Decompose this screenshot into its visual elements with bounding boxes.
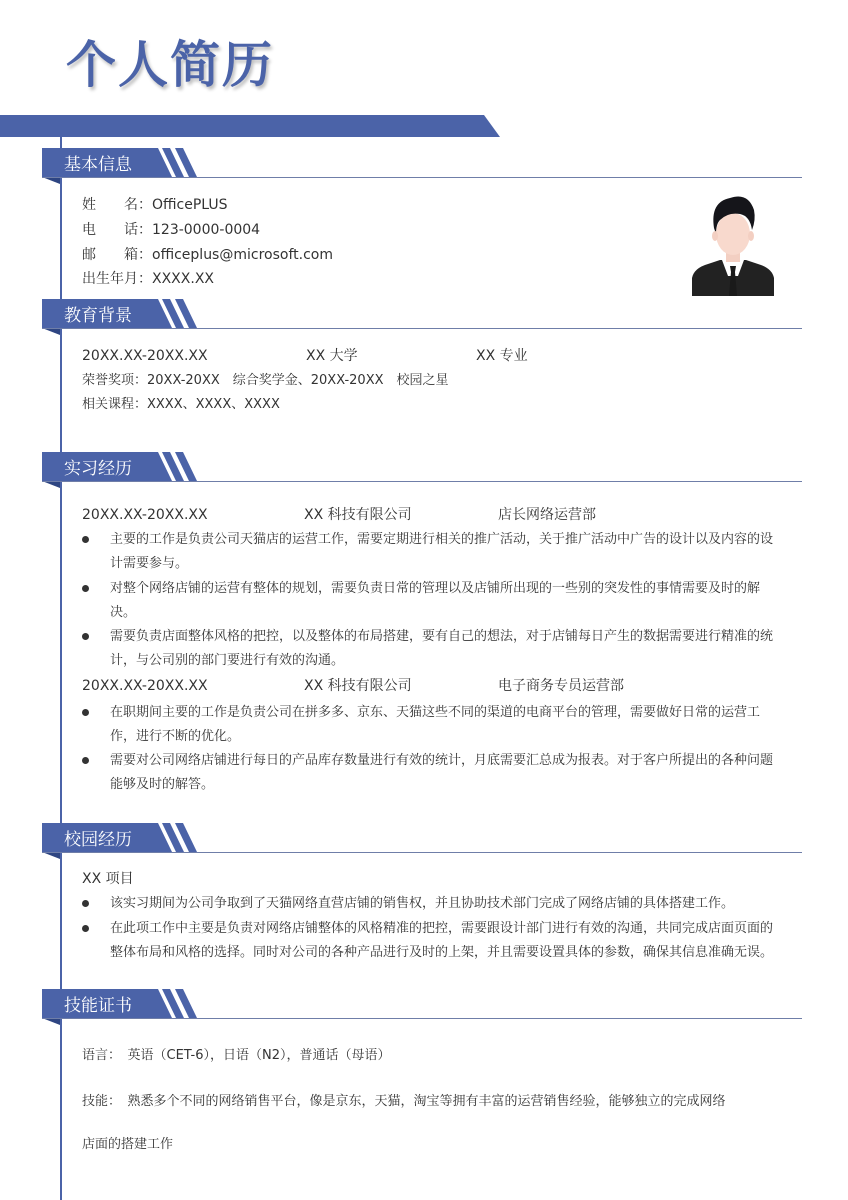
section-header-campus — [42, 823, 802, 867]
section-header-skills — [42, 989, 802, 1033]
birth-row — [82, 269, 214, 289]
section-rule — [42, 177, 802, 178]
bullet-icon — [82, 536, 89, 543]
job2-position: 电子商务专员运营部 — [498, 678, 624, 694]
bullet-icon — [82, 757, 89, 764]
edu-school: XX 大学 — [306, 348, 358, 364]
email-label: 邮 箱： — [82, 247, 152, 263]
job1-bullet: 对整个网络店铺的运营有整体的规划，需要负责日常的管理以及店铺所出现的一些别的突发性的事情需要及时的解决。 — [110, 581, 761, 620]
section-title: 实习经历 — [64, 459, 132, 479]
campus-project: XX 项目 — [82, 871, 134, 887]
birth-label: 出生年月： — [82, 271, 152, 287]
header-banner — [0, 115, 500, 137]
person-avatar-icon — [692, 190, 774, 296]
bullet-icon — [82, 709, 89, 716]
job1-bullet: 需要负责店面整体风格的把控，以及整体的布局搭建，要有自己的想法，对于店铺每日产生的数据需要进行精准的统计，与公司别的部门要进行有效的沟通。 — [110, 629, 774, 668]
section-header-basic — [42, 148, 802, 192]
campus-bullet: 该实习期间为公司争取到了天猫网络直营店铺的销售权，并且协助技术部门完成了网络店铺的具体搭建工作。 — [110, 896, 735, 911]
birth-value: XXXX.XX — [152, 271, 214, 287]
timeline-line — [60, 137, 62, 1200]
section-rule — [42, 481, 802, 482]
phone-row — [82, 220, 260, 240]
name-row — [82, 195, 228, 215]
section-rule — [42, 852, 802, 853]
name-label: 姓 名： — [82, 197, 152, 213]
job2-period: 20XX.XX-20XX.XX — [82, 678, 208, 694]
name-value: OfficePLUS — [152, 197, 228, 213]
section-header-internship — [42, 452, 802, 496]
job2-bullet: 在职期间主要的工作是负责公司在拼多多、京东、天猫这些不同的渠道的电商平台的管理，需要做好日常的运营工作，进行不断的优化。 — [110, 705, 761, 744]
job1-period: 20XX.XX-20XX.XX — [82, 507, 208, 523]
section-title: 校园经历 — [64, 830, 132, 850]
edu-major: XX 专业 — [476, 348, 528, 364]
page-title: 个人简历 — [66, 36, 274, 94]
section-header-education — [42, 299, 802, 343]
job2-company: XX 科技有限公司 — [304, 678, 412, 694]
campus-bullet: 在此项工作中主要是负责对网络店铺整体的风格精准的把控，需要跟设计部门进行有效的沟通，共同完成店面页面的整体布局和风格的选择。同时对公司的各种产品进行及时的上架，并且需要设置具体的参数，确保其信息准确无误。 — [110, 921, 774, 960]
bullet-icon — [82, 633, 89, 640]
bullet-icon — [82, 900, 89, 907]
skills-line2: 店面的搭建工作 — [82, 1137, 174, 1152]
job1-company: XX 科技有限公司 — [304, 507, 412, 523]
email-value: officeplus@microsoft.com — [152, 247, 333, 263]
phone-value: 123-0000-0004 — [152, 222, 261, 238]
edu-period: 20XX.XX-20XX.XX — [82, 348, 208, 364]
section-title: 教育背景 — [64, 306, 132, 326]
skills-line1: 技能： 熟悉多个不同的网络销售平台，像是京东，天猫，淘宝等拥有丰富的运营销售经验，能够独立的完成网络 — [82, 1094, 726, 1109]
section-rule — [42, 1018, 802, 1019]
job1-position: 店长网络运营部 — [498, 507, 596, 523]
job2-bullet: 需要对公司网络店铺进行每日的产品库存数量进行有效的统计，月底需要汇总成为报表。对于客户所提出的各种问题能够及时的解答。 — [110, 753, 774, 792]
bullet-icon — [82, 585, 89, 592]
job1-bullet: 主要的工作是负责公司天猫店的运营工作，需要定期进行相关的推广活动，关于推广活动中广告的设计以及内容的设计需要参与。 — [110, 532, 774, 571]
bullet-icon — [82, 925, 89, 932]
section-rule — [42, 328, 802, 329]
edu-courses: 相关课程：XXXX、XXXX、XXXX — [82, 397, 280, 412]
edu-awards: 荣誉奖项：20XX-20XX 综合奖学金、20XX-20XX 校园之星 — [82, 373, 449, 388]
email-row — [82, 245, 333, 265]
skills-language: 语言： 英语（CET-6），日语（N2），普通话（母语） — [82, 1048, 391, 1063]
section-title: 基本信息 — [64, 155, 132, 175]
section-title: 技能证书 — [64, 996, 132, 1016]
phone-label: 电 话： — [82, 222, 152, 238]
